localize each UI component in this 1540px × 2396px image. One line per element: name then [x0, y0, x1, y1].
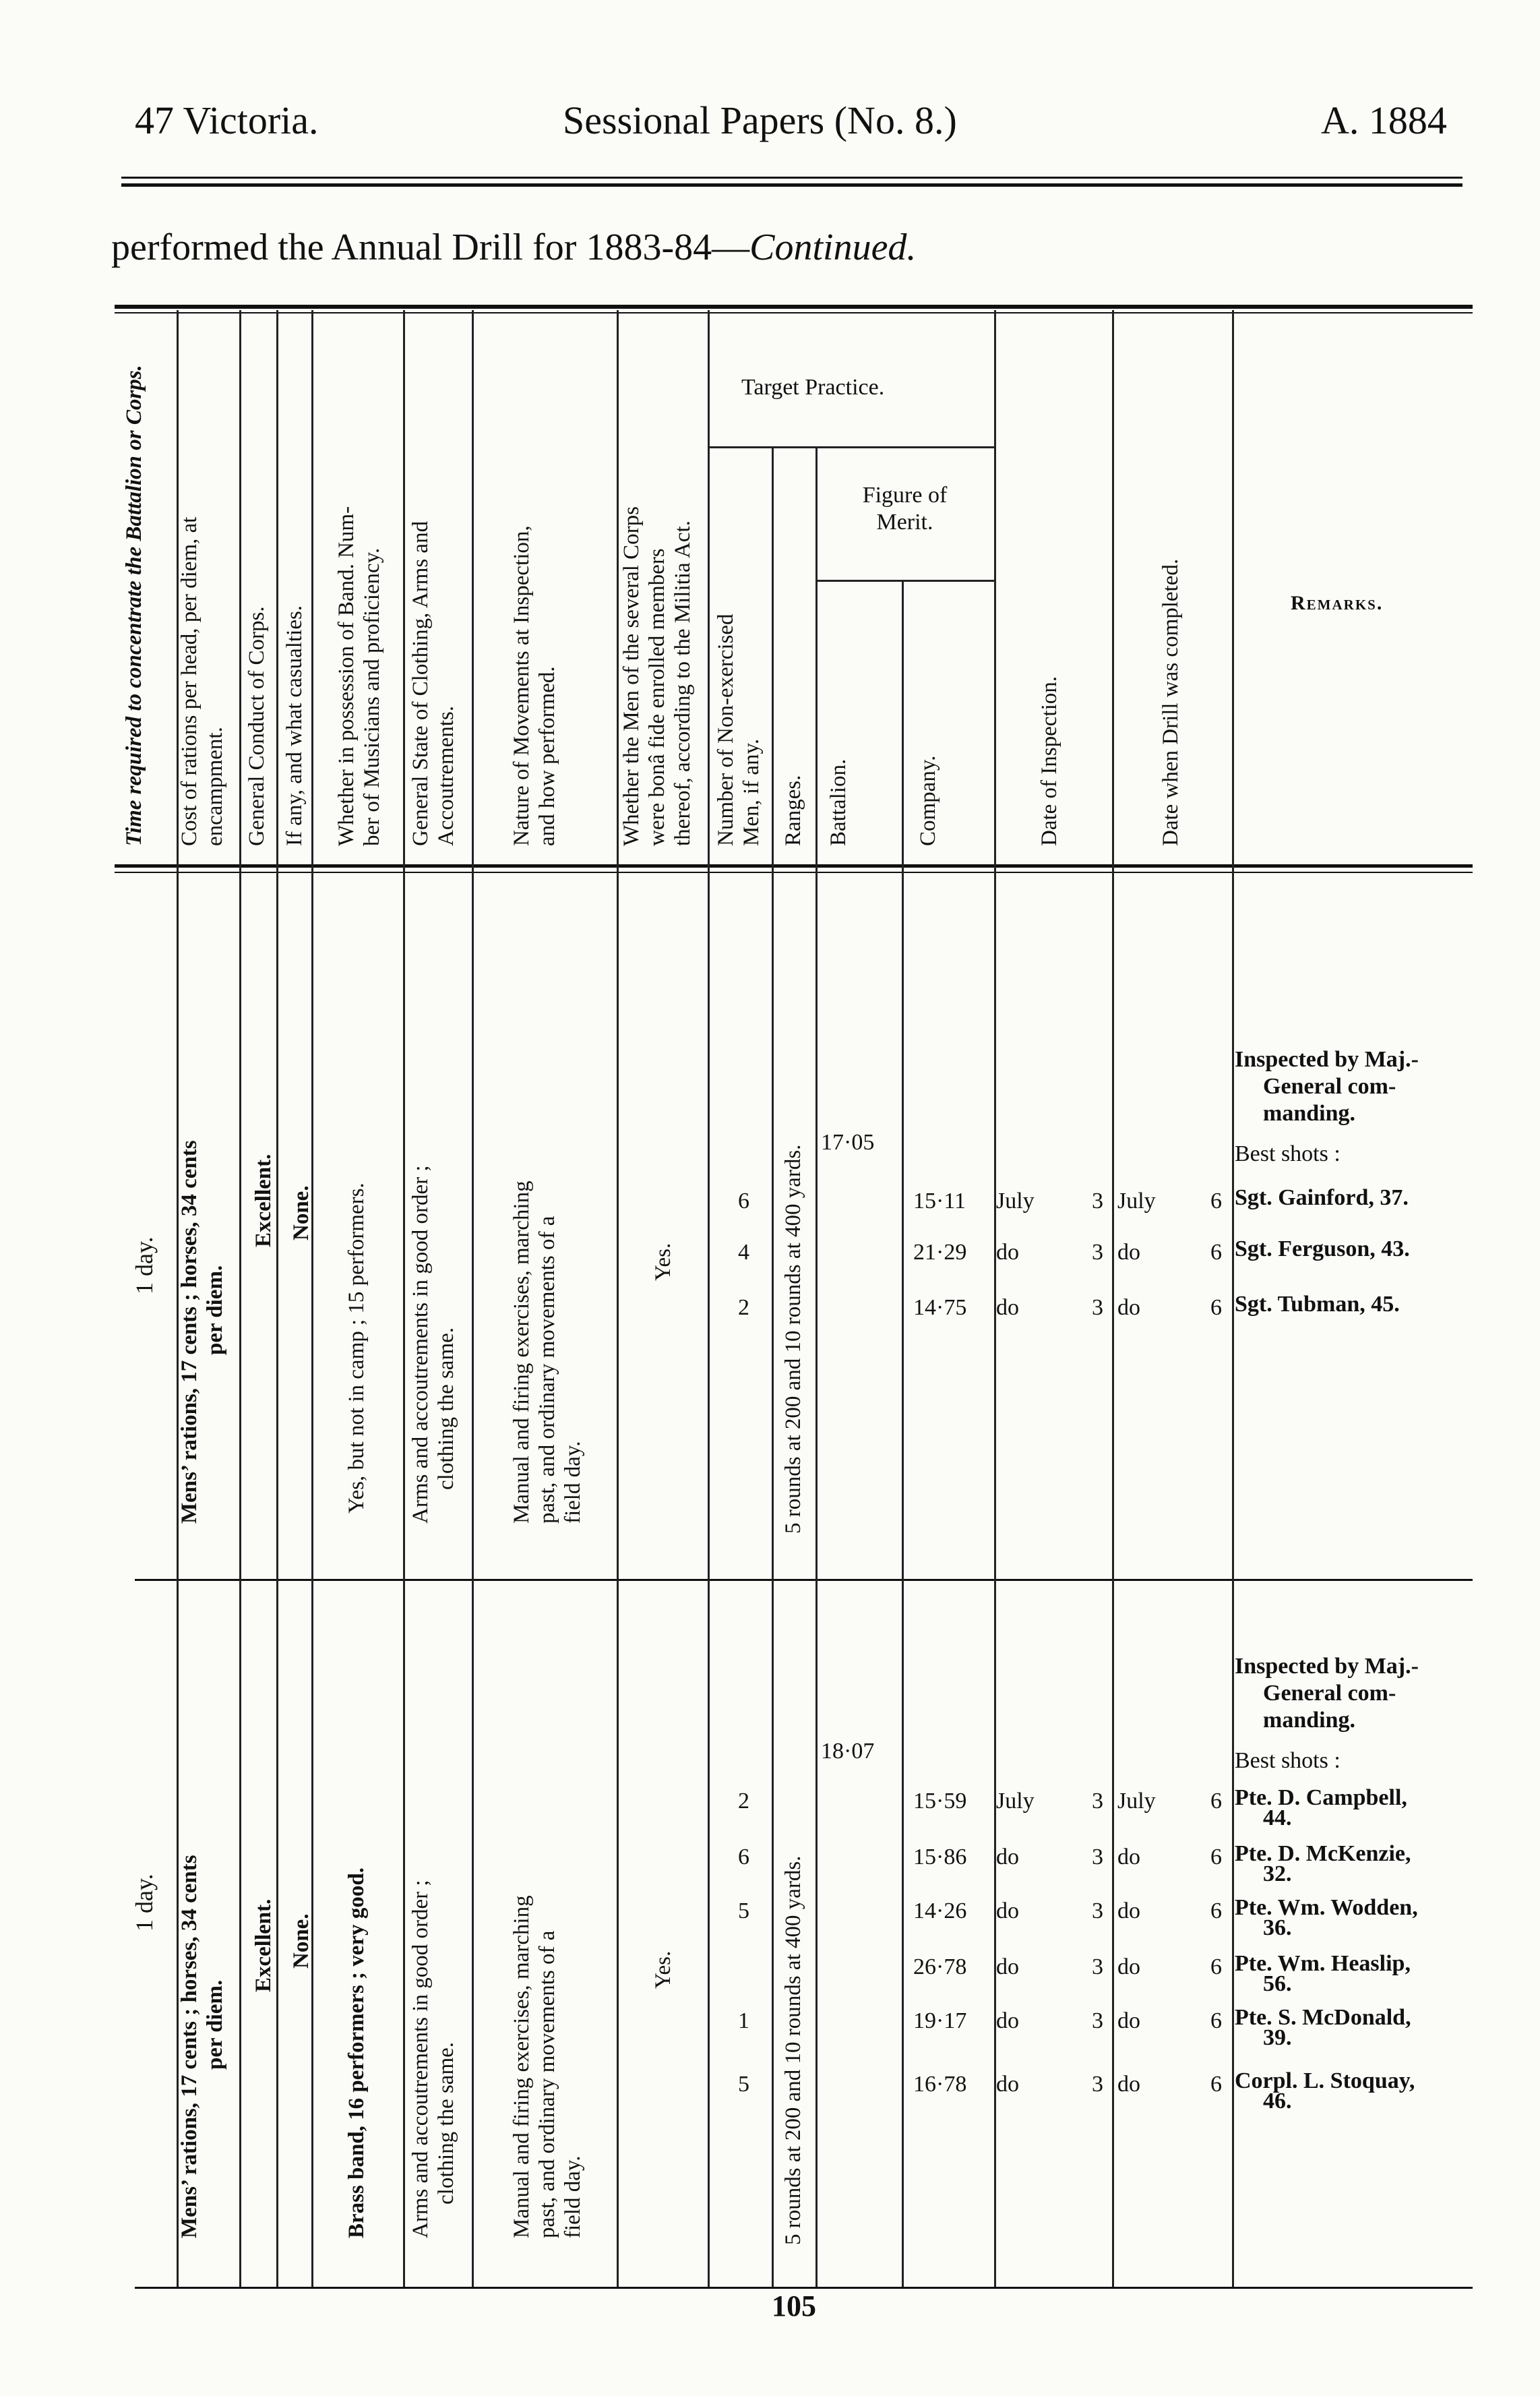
s1-row-3-non-exercised-count: 2 [738, 1295, 749, 1320]
target-practice-underline [708, 446, 994, 448]
column-line [472, 310, 474, 2287]
s2-row-4-completed-day: 6 [1210, 1954, 1222, 1979]
s1-row-2-completed-day: 6 [1210, 1240, 1222, 1265]
col-target-practice: Target Practice. [741, 375, 885, 400]
s1-row-3-inspection-day: 3 [1092, 1295, 1103, 1320]
best-shot-line: 44. [1263, 1805, 1292, 1830]
s1-battalion-merit: 17·05 [821, 1130, 875, 1155]
s2-row-5-completed-day: 6 [1210, 2008, 1222, 2033]
s2-row-3-company-merit: 14·26 [913, 1898, 967, 1923]
column-line [311, 310, 313, 2287]
s1-row-3-completed-month: do [1117, 1295, 1140, 1320]
best-shot-line: Pte. D. Campbell, [1235, 1785, 1407, 1810]
page-subtitle: performed the Annual Drill for 1883-84—Continued. [111, 227, 917, 268]
best-shot-line: 39. [1263, 2025, 1292, 2050]
s2-row-1-inspection-month: July [996, 1789, 1035, 1814]
col-remarks: Remarks. [1291, 592, 1384, 614]
s1-row-1-non-exercised-count: 6 [738, 1189, 749, 1214]
s1-casualties: None. [289, 1185, 313, 1240]
s2-row-6-inspection-day: 3 [1092, 2072, 1103, 2097]
s2-rations: Mens’ rations, 17 cents ; horses, 34 cents per diem. [177, 1855, 227, 2238]
table-top-rule [115, 305, 1473, 309]
s2-row-3-inspection-day: 3 [1092, 1898, 1103, 1923]
s2-row-1-completed-day: 6 [1210, 1789, 1222, 1814]
s1-row-1-inspection-month: July [996, 1189, 1035, 1214]
s1-band: Yes, but not in camp ; 15 performers. [344, 1182, 369, 1514]
s2-row-3-completed-day: 6 [1210, 1898, 1222, 1923]
s2-movements: Manual and firing exercises, marching past, and ordinary movements of a field day. [510, 1895, 585, 2238]
best-shot-line: Corpl. L. Stoquay, [1235, 2068, 1415, 2093]
s2-row-4-completed-month: do [1117, 1954, 1140, 1979]
col-ranges: Ranges. [781, 775, 805, 846]
s2-row-2-completed-day: 6 [1210, 1845, 1222, 1869]
s1-row-3-best-shot [1235, 1294, 1400, 1315]
s2-row-3-completed-month: do [1117, 1898, 1140, 1923]
col-date-completed: Date when Drill was completed. [1159, 558, 1183, 846]
s1-rations: Mens’ rations, 17 cents ; horses, 34 cents per diem. [177, 1140, 227, 1524]
figure-of-merit-underline [815, 580, 994, 582]
s2-row-2-inspection-month: do [996, 1845, 1019, 1869]
best-shot-line: Sgt. Ferguson, 43. [1235, 1236, 1410, 1261]
column-line [772, 448, 774, 2287]
s1-row-2-inspection-day: 3 [1092, 1240, 1103, 1265]
col-cost-rations: Cost of rations per head, per diem, at encampment. [177, 516, 227, 846]
column-line [708, 310, 710, 2287]
best-shot-line: 36. [1263, 1915, 1292, 1940]
s1-row-2-non-exercised-count: 4 [738, 1240, 749, 1265]
s1-conduct: Excellent. [251, 1154, 276, 1247]
s2-row-6-completed-month: do [1117, 2072, 1140, 2097]
s2-row-1-company-merit: 15·59 [913, 1789, 967, 1814]
s1-row-2-inspection-month: do [996, 1240, 1019, 1265]
header-center: Sessional Papers (No. 8.) [563, 98, 957, 142]
header-right: A. 1884 [1321, 98, 1447, 142]
s2-row-2-best-shot [1235, 1841, 1411, 1886]
s1-row-2-company-merit: 21·29 [913, 1240, 967, 1265]
s1-row-1-company-merit: 15·11 [913, 1189, 966, 1214]
s2-row-6-company-merit: 16·78 [913, 2072, 967, 2097]
column-line [1232, 310, 1234, 2287]
col-non-exercised: Number of Non-exercised Men, if any. [714, 613, 764, 846]
section-divider [135, 1579, 1473, 1581]
column-line [902, 581, 904, 2287]
s2-row-4-inspection-month: do [996, 1954, 1019, 1979]
s2-remarks: Inspected by Maj.- General com- manding. Best shots : [1235, 1654, 1419, 1773]
col-movements: Nature of Movements at Inspection, and how performed. [510, 525, 559, 846]
s2-row-5-non-exercised-count: 1 [738, 2008, 749, 2033]
s2-row-5-completed-month: do [1117, 2008, 1140, 2033]
s1-ranges: 5 rounds at 200 and 10 rounds at 400 yards. [781, 1144, 805, 1534]
best-shot-line: Pte. S. McDonald, [1235, 2005, 1411, 2030]
column-line [403, 310, 405, 2287]
s2-row-1-non-exercised-count: 2 [738, 1789, 749, 1814]
s2-row-2-company-merit: 15·86 [913, 1845, 967, 1869]
s1-row-1-completed-day: 6 [1210, 1189, 1222, 1214]
s2-conduct: Excellent. [251, 1898, 276, 1992]
s1-movements: Manual and firing exercises, marching past, and ordinary movements of a field day. [510, 1180, 585, 1524]
col-band: Whether in possession of Band. Num- ber of Musicians and proficiency. [334, 506, 384, 846]
header-bottom-rule [115, 864, 1473, 868]
header-left: 47 Victoria. [135, 98, 319, 142]
best-shot-line: 32. [1263, 1861, 1292, 1886]
best-shot-line: Pte. Wm. Wodden, [1235, 1895, 1418, 1920]
col-clothing: General State of Clothing, Arms and Accoutrements. [408, 520, 458, 846]
page-number: 105 [772, 2289, 816, 2323]
best-shot-line: Sgt. Gainford, 37. [1235, 1185, 1409, 1210]
col-casualties: If any, and what casualties. [282, 605, 307, 846]
s2-row-2-inspection-day: 3 [1092, 1845, 1103, 1869]
column-line [276, 310, 278, 2287]
s2-battalion-merit: 18·07 [821, 1739, 875, 1764]
s1-row-1-completed-month: July [1117, 1189, 1156, 1214]
s2-row-4-best-shot [1235, 1951, 1411, 1996]
best-shot-line: Pte. D. McKenzie, [1235, 1841, 1411, 1866]
s1-row-1-best-shot [1235, 1185, 1409, 1210]
s2-row-6-best-shot [1235, 2068, 1415, 2114]
s2-row-5-best-shot [1235, 2005, 1411, 2050]
s1-remarks: Inspected by Maj.- General com- manding. Best shots : [1235, 1047, 1419, 1166]
s2-row-3-non-exercised-count: 5 [738, 1898, 749, 1923]
s2-clothing: Arms and accoutrements in good order ; clothing the same. [408, 1880, 458, 2238]
s2-row-5-company-merit: 19·17 [913, 2008, 967, 2033]
column-line [815, 448, 818, 2287]
header-bottom-rule-2 [115, 872, 1473, 873]
column-line [1112, 310, 1114, 2287]
s2-row-4-inspection-day: 3 [1092, 1954, 1103, 1979]
s2-row-1-inspection-day: 3 [1092, 1789, 1103, 1814]
s1-time: 1 day. [131, 1236, 158, 1294]
s2-row-6-non-exercised-count: 5 [738, 2072, 749, 2097]
s2-row-3-inspection-month: do [996, 1898, 1019, 1923]
s1-row-2-completed-month: do [1117, 1240, 1140, 1265]
s1-row-1-inspection-day: 3 [1092, 1189, 1103, 1214]
header-rule-thick [121, 183, 1462, 187]
col-company: Company. [916, 755, 940, 846]
s2-bona-fide: Yes. [651, 1950, 675, 1989]
s2-row-5-inspection-month: do [996, 2008, 1019, 2033]
col-battalion: Battalion. [826, 758, 851, 846]
best-shot-line: 56. [1263, 1971, 1292, 1996]
col-conduct: General Conduct of Corps. [245, 606, 269, 846]
col-date-inspection: Date of Inspection. [1037, 676, 1061, 846]
s1-bona-fide: Yes. [651, 1242, 675, 1281]
s2-row-4-company-merit: 26·78 [913, 1954, 967, 1979]
s1-clothing: Arms and accoutrements in good order ; clothing the same. [408, 1165, 458, 1524]
column-line [239, 310, 241, 2287]
s2-band: Brass band, 16 performers ; very good. [344, 1867, 369, 2238]
table-top-rule-2 [115, 312, 1473, 313]
s2-time: 1 day. [131, 1874, 158, 1931]
s2-casualties: None. [289, 1913, 313, 1969]
s2-row-1-completed-month: July [1117, 1789, 1156, 1814]
s2-row-2-completed-month: do [1117, 1845, 1140, 1869]
col-bona-fide: Whether the Men of the several Corps were bonâ fide enrolled members thereof, according to the Militia Act. [619, 506, 695, 846]
col-figure-of-merit: Figure of Merit. [862, 483, 948, 535]
s2-ranges: 5 rounds at 200 and 10 rounds at 400 yards. [781, 1855, 805, 2245]
s1-row-3-completed-day: 6 [1210, 1295, 1222, 1320]
best-shot-line: 46. [1263, 2089, 1292, 2114]
s1-row-3-company-merit: 14·75 [913, 1295, 967, 1320]
best-shot-line: Pte. Wm. Heaslip, [1235, 1951, 1411, 1976]
s2-row-1-best-shot [1235, 1785, 1407, 1830]
s1-row-3-inspection-month: do [996, 1295, 1019, 1320]
s2-row-2-non-exercised-count: 6 [738, 1845, 749, 1869]
s2-row-6-completed-day: 6 [1210, 2072, 1222, 2097]
s2-row-3-best-shot [1235, 1895, 1418, 1940]
best-shot-line: Sgt. Tubman, 45. [1235, 1292, 1400, 1317]
col-time-required: Time required to concentrate the Battalion or Corps. [122, 365, 146, 846]
s1-row-2-best-shot [1235, 1236, 1410, 1261]
header-rule-thin [121, 177, 1462, 179]
s2-row-5-inspection-day: 3 [1092, 2008, 1103, 2033]
s2-row-6-inspection-month: do [996, 2072, 1019, 2097]
